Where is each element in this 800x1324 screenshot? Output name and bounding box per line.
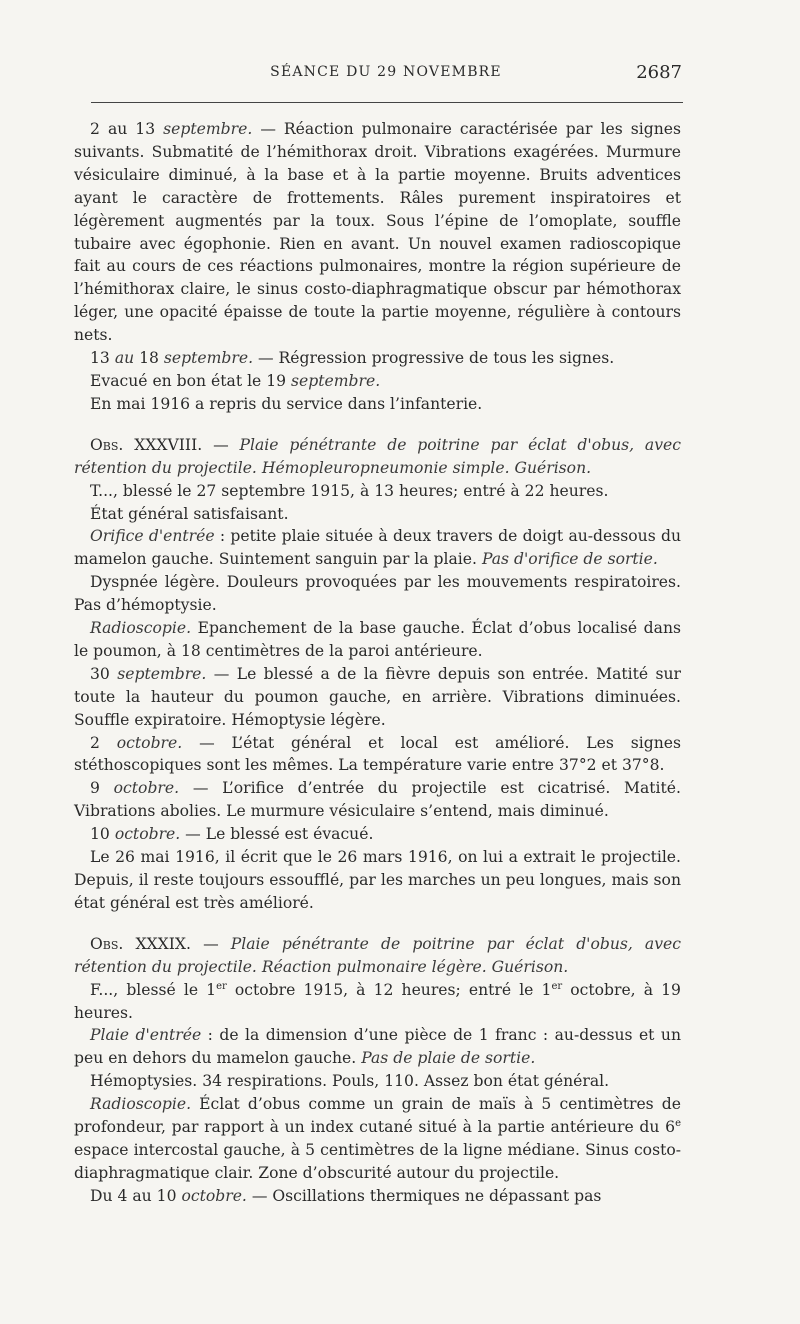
text-run: Epanchement de la base gauche. Éclat d’obus localisé dans le poumon, à 18 centimètres de la paroi antérieure. — [74, 619, 681, 660]
paragraph — [74, 118, 681, 347]
text-run: 2 au 13 — [90, 120, 164, 138]
header-title: SÉANCE DU 29 NOVEMBRE — [270, 64, 502, 80]
text-run: espace intercostal gauche, à 5 centimètres de la ligne médiane. Sinus costo-diaphragmatique clair. Zone d’obscurité autour du projectile. — [74, 1140, 681, 1182]
paragraph — [74, 823, 681, 846]
text-run: Du 4 au 10 — [90, 1186, 182, 1205]
text-run: 18 — [134, 349, 164, 368]
paragraph — [74, 370, 681, 393]
subheading-italic: Radioscopie. — [90, 619, 192, 638]
superscript: er — [216, 980, 227, 992]
date-italic: octobre. — [181, 1186, 247, 1205]
text-run: — Réaction pulmonaire caractérisée par les signes suivants. Submatité de l’hémithorax droit. Vibrations exagérées. Murmure vésiculaire diminué, à la base et à la partie moyenne. Bruits adventices ayant le caractère de frottements. Râles purement inspiratoires et légèrement augmentés par la toux. Sous l’épine de l’omoplate, souffle tubaire avec égophonie. Rien en avant. Un nouvel examen radioscopique fait au cours de ces réactions pulmonaires, montre la région supérieure de l’hémithorax claire, le sinus costo-diaphragmatique obscur par hémothorax léger, une opacité épaisse de toute la partie moyenne, régulière à contours nets. — [74, 120, 682, 345]
text-run: Éclat d’obus comme un grain de maïs à 5 centimètres de profondeur, par rapport à un index cutané situé à la partie antérieure du 6 — [74, 1095, 681, 1137]
paragraph: Hémoptysies. 34 respirations. Pouls, 110. Assez bon état général. — [90, 1072, 610, 1091]
date-italic: septembre. — [117, 664, 207, 683]
text-run: Evacué en bon état le 19 — [90, 371, 292, 390]
text-run: octobre, à 19 heures. — [74, 980, 681, 1022]
observation-heading — [74, 434, 681, 480]
obs-label: Obs. XXXIX. — [90, 934, 191, 953]
paragraph — [74, 1093, 681, 1185]
page-number: 2687 — [636, 62, 682, 83]
date-italic: septembre. — [291, 371, 381, 390]
text-run: octobre 1915, à 12 heures; entré le 1 — [226, 980, 552, 999]
paragraph: En mai 1916 a repris du service dans l’infanterie. — [90, 394, 483, 413]
paragraph — [74, 617, 681, 663]
body-text — [74, 118, 681, 1208]
subheading-italic: Plaie d'entrée — [90, 1026, 202, 1045]
paragraph: État général satisfaisant. — [90, 504, 289, 523]
text-run: — L’orifice d’entrée du projectile est cicatrisé. Matité. Vibrations abolies. Le murmure vésiculaire s’entend, mais diminué. — [74, 779, 681, 821]
text-run: 13 — [90, 349, 115, 368]
paragraph: T..., blessé le 27 septembre 1915, à 13 heures; entré à 22 heures. — [90, 481, 609, 500]
text-run: — — [190, 934, 231, 953]
text-run: — Le blessé a de la fièvre depuis son entrée. Matité sur toute la hauteur du poumon gauche, en arrière. Vibrations diminuées. Souffle expiratoire. Hémoptysie légère. — [74, 664, 681, 729]
date-italic: octobre. — [113, 779, 180, 798]
date-italic: septembre. — [163, 120, 253, 138]
paragraph: Le 26 mai 1916, il écrit que le 26 mars 1916, on lui a extrait le projectile. Depuis, il reste toujours essoufflé, par les marches un peu longues, mais son état général est très amélioré. — [74, 848, 681, 912]
obs-title: Plaie pénétrante de poitrine par éclat d'obus, avec rétention du projectile. Hémopleuropneumonie simple. Guérison. — [74, 435, 681, 477]
date-italic: octobre. — [116, 733, 183, 752]
text-run: — — [202, 435, 240, 454]
paragraph — [74, 1185, 681, 1208]
superscript: er — [551, 980, 563, 992]
subheading-italic: Radioscopie. — [90, 1095, 192, 1114]
date-italic: septembre. — [163, 349, 254, 368]
header-rule — [91, 102, 683, 103]
text-run: — Régression progressive de tous les signes. — [253, 349, 615, 368]
paragraph: Dyspnée légère. Douleurs provoquées par les mouvements respiratoires. Pas d’hémoptysie. — [74, 573, 681, 615]
running-header — [90, 64, 682, 88]
paragraph — [74, 979, 681, 1025]
text-run: F..., blessé le 1 — [90, 980, 217, 999]
text-run: — L’état général et local est amélioré. Les signes stéthoscopiques sont les mêmes. La température varie entre 37°2 et 37°8. — [74, 733, 681, 775]
paragraph — [74, 663, 681, 732]
text-italic: Pas d'orifice de sortie. — [481, 550, 658, 569]
paragraph — [74, 1024, 681, 1070]
observation-heading — [74, 933, 681, 979]
date-italic: au — [114, 349, 135, 368]
text-run: : petite plaie située à deux travers de doigt au-dessous du mamelon gauche. Suintement sanguin par la plaie. — [74, 527, 682, 569]
text-run: — Le blessé est évacué. — [180, 825, 374, 844]
paragraph — [74, 732, 681, 778]
text-italic: Pas de plaie de sortie. — [361, 1049, 536, 1068]
paragraph — [74, 525, 681, 571]
text-run: 10 — [90, 825, 115, 844]
subheading-italic: Orifice d'entrée — [90, 527, 215, 546]
obs-label: Obs. XXXVIII. — [90, 435, 203, 454]
paragraph — [74, 347, 681, 370]
section-gap — [74, 416, 681, 434]
section-gap — [74, 915, 681, 933]
text-run: 2 — [90, 733, 117, 752]
text-run: — Oscillations thermiques ne dépassant pas — [246, 1186, 602, 1205]
text-run: 9 — [90, 779, 114, 798]
date-italic: octobre. — [114, 825, 181, 844]
obs-title: Plaie pénétrante de poitrine par éclat d'obus, avec rétention du projectile. Réaction pulmonaire légère. Guérison. — [74, 934, 681, 976]
text-run: : de la dimension d’une pièce de 1 franc : au-dessus et un peu en dehors du mamelon gauche. — [74, 1026, 682, 1068]
text-run: 30 — [90, 664, 118, 683]
superscript: e — [675, 1117, 681, 1129]
paragraph — [74, 777, 681, 823]
